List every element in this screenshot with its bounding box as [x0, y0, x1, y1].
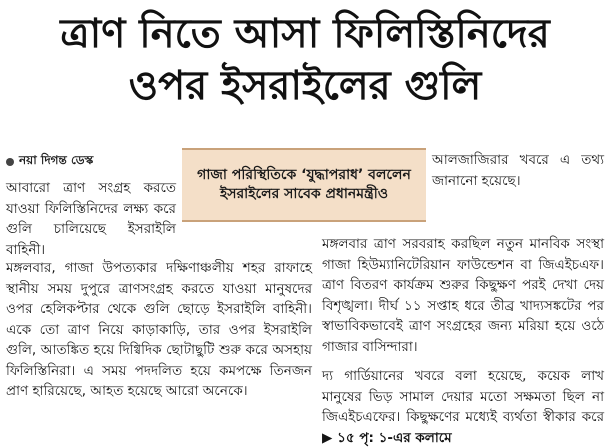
- bullet-icon: [6, 158, 14, 166]
- paragraph-intro: আবারো ত্রাণ সংগ্রহ করতে যাওয়া ফিলিস্তিনিদের লক্ষ্য করে গুলি চালিয়েছে ইসরাইলি বাহিনী।: [6, 180, 176, 258]
- paragraph-rafah: মঙ্গলবার, গাজা উপত্যকার দক্ষিণাঞ্চলীয় শহর রাফাহে স্থানীয় সময় দুপুরে ত্রাণসংগ্রহ করতে যাওয়া মানুষদের ওপর হেলিকপ্টার থেকে গুলি ছোড়ে ইসরাইলি বাহিনী। একে তো ত্রাণ নিয়ে কাড়াকাড়ি, তার ওপর ইসরাইলি গুলি, আতঙ্কিত হয়ে দিগ্বিদিক ছোটাছুটি শুরু করে অসহায় ফিলিস্তিনিরা। এ সময় পদদলিত হয়ে কমপক্ষে তিনজন প্রাণ হারিয়েছে, আহত হয়েছে আরো অনেকে।: [6, 260, 312, 399]
- paragraph-guardian: [322, 366, 604, 448]
- paragraph-ghf: মঙ্গলবার ত্রাণ সরবরাহ করছিল নতুন মানবিক সংস্থা গাজা হিউম্যানিটেরিয়ান ফাউন্ডেশন বা জিএইচএফ। ত্রাণ বিতরণ কার্যক্রম শুরুর কিছুক্ষণ পরই দেখা দেয় বিশৃঙ্খলা। দীর্ঘ ১১ সপ্তাহ ধরে তীব্র খাদ্যসঙ্কটের পর স্বাভাবিকভাবেই ত্রাণ সংগ্রহের জন্য মরিয়া হয়ে ওঠে গাজার বাসিন্দারা।: [322, 236, 604, 355]
- continued-jump: ▶ ১৫ পৃ: ১-এর কলামে: [322, 429, 452, 446]
- headline-line-2: ওপর ইসরাইলের গুলি: [128, 63, 482, 109]
- paragraph-source: আলজাজিরার খবরে এ তথ্য জানানো হয়েছে।: [432, 152, 604, 189]
- article-column-right-top: [432, 150, 604, 191]
- pull-quote-text: গাজা পরিস্থিতিকে ‘যুদ্ধাপরাধ’ বললেন ইসরাইলের সাবেক প্রধানমন্ত্রীও: [197, 167, 411, 202]
- byline: [6, 152, 93, 172]
- byline-text: নয়া দিগন্ত ডেস্ক: [19, 153, 94, 167]
- article-column-left-bottom: [6, 258, 312, 402]
- headline-line-1: ত্রাণ নিতে আসা ফিলিস্তিনিদের: [60, 11, 550, 57]
- article-column-left-top: [6, 178, 176, 260]
- article-column-right-mid: [322, 234, 604, 357]
- headline: [0, 8, 610, 112]
- article-column-right-bottom: [322, 366, 604, 448]
- pull-quote-box: [182, 148, 426, 222]
- paragraph-guardian-text: দ্য গার্ডিয়ানের খবরে বলা হয়েছে, কয়েক লাখ মানুষের ভিড় সামাল দেয়ার মতো সক্ষমতা ছিল না জিএইচএফের। কিছুক্ষণের মধ্যেই ব্যর্থতা স্বীকার করে: [322, 368, 604, 425]
- continued-jump-text: ১৫ পৃ: ১-এর কলামে: [337, 429, 452, 446]
